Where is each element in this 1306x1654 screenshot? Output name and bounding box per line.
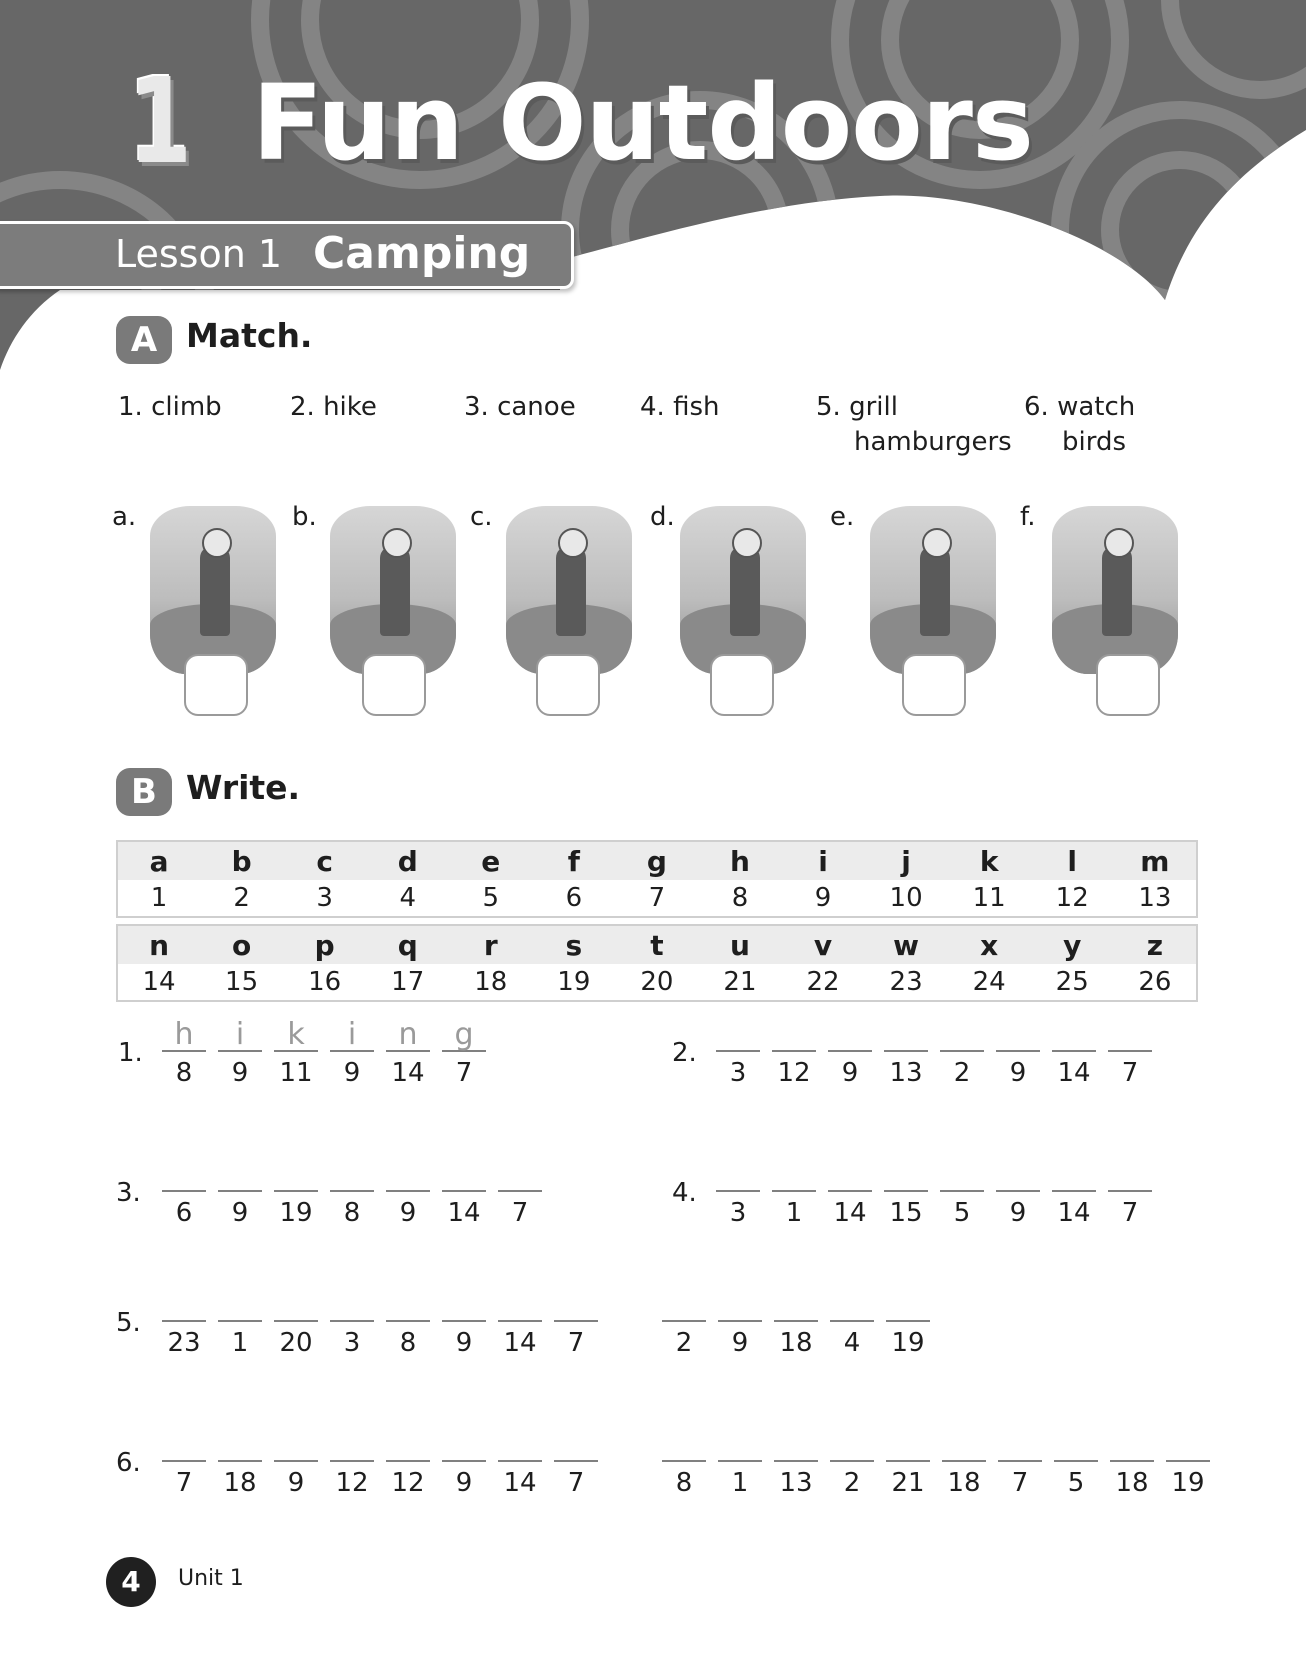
question-number: 6.	[116, 1448, 141, 1478]
code-number: 13	[889, 1058, 923, 1088]
example-letter: h	[174, 1017, 194, 1052]
code-number: 21	[891, 1468, 925, 1498]
question-number: 2.	[672, 1038, 697, 1068]
vocab-item-1: 1. climb	[118, 392, 222, 422]
code-number: 14	[833, 1198, 867, 1228]
code-table-n-z: n o p q r s t u v w x y z 14 15 16 17 18 19 20 21 22 23 24 25 26	[116, 924, 1198, 1002]
code-number: 3	[729, 1198, 747, 1228]
letter-blank[interactable]	[1052, 1010, 1096, 1052]
code-number: 12	[777, 1058, 811, 1088]
code-number: 9	[1009, 1058, 1027, 1088]
code-number: 7	[567, 1328, 585, 1358]
code-number: 7	[1121, 1058, 1139, 1088]
letter-blank[interactable]	[442, 1280, 486, 1322]
code-number: 8	[175, 1058, 193, 1088]
letter-blank[interactable]	[886, 1420, 930, 1462]
code-number: 9	[231, 1198, 249, 1228]
code-number: 9	[731, 1328, 749, 1358]
code-number: 20	[279, 1328, 313, 1358]
code-number: 12	[391, 1468, 425, 1498]
example-letter: n	[398, 1017, 418, 1052]
unit-number: 1	[128, 52, 189, 190]
letter-blank[interactable]	[828, 1150, 872, 1192]
picture-letter-a: a.	[112, 502, 137, 532]
picture-canoeing	[870, 506, 996, 674]
letter-blank[interactable]	[1110, 1420, 1154, 1462]
picture-letter-d: d.	[650, 502, 675, 532]
unit-label: Unit 1	[178, 1566, 244, 1591]
question-number: 4.	[672, 1178, 697, 1208]
letter-blank[interactable]	[716, 1150, 760, 1192]
letter-blank[interactable]	[386, 1420, 430, 1462]
code-number: 9	[287, 1468, 305, 1498]
letter-blank[interactable]	[218, 1010, 262, 1052]
code-number: 23	[167, 1328, 201, 1358]
vocab-item-2: 2. hike	[290, 392, 377, 422]
letter-blank[interactable]	[218, 1420, 262, 1462]
answer-blanks	[162, 1420, 598, 1462]
example-letter: k	[287, 1017, 305, 1052]
code-numbers	[662, 1468, 1210, 1498]
letter-blank[interactable]	[996, 1150, 1040, 1192]
code-number: 9	[455, 1468, 473, 1498]
answer-blanks	[716, 1010, 1152, 1052]
vocab-item-6: 6. watch birds	[1024, 392, 1136, 457]
letter-blank[interactable]	[774, 1420, 818, 1462]
code-number: 3	[343, 1328, 361, 1358]
letter-blank[interactable]	[996, 1010, 1040, 1052]
picture-climbing	[1052, 506, 1178, 674]
code-number: 14	[1057, 1058, 1091, 1088]
letter-blank[interactable]	[998, 1420, 1042, 1462]
picture-hiking	[506, 506, 632, 674]
code-number: 18	[779, 1328, 813, 1358]
letter-blank[interactable]	[330, 1280, 374, 1322]
code-number: 2	[675, 1328, 693, 1358]
letter-blank[interactable]	[828, 1010, 872, 1052]
letter-blank[interactable]	[1054, 1420, 1098, 1462]
code-number: 7	[1121, 1198, 1139, 1228]
vocab-item-5: 5. grill hamburgers	[816, 392, 1012, 457]
code-number: 4	[843, 1328, 861, 1358]
example-letter: g	[454, 1017, 474, 1052]
code-number: 9	[231, 1058, 249, 1088]
letter-blank[interactable]	[1108, 1150, 1152, 1192]
lesson-bar	[0, 221, 574, 289]
code-numbers	[162, 1198, 542, 1228]
letter-blank[interactable]	[386, 1010, 430, 1052]
letter-blank[interactable]	[330, 1150, 374, 1192]
letter-blank[interactable]	[162, 1010, 206, 1052]
code-number: 14	[503, 1468, 537, 1498]
section-b-badge: B	[116, 768, 172, 816]
section-a-title: Match.	[186, 316, 313, 355]
code-number: 8	[399, 1328, 417, 1358]
answer-blanks	[662, 1280, 930, 1322]
code-number: 7	[455, 1058, 473, 1088]
letter-blank[interactable]	[1166, 1420, 1210, 1462]
code-numbers	[162, 1058, 486, 1088]
letter-blank[interactable]	[772, 1150, 816, 1192]
letter-blank[interactable]	[554, 1420, 598, 1462]
letter-blank[interactable]	[162, 1280, 206, 1322]
letter-blank[interactable]	[884, 1150, 928, 1192]
page-number: 4	[106, 1557, 156, 1607]
letter-blank[interactable]	[772, 1010, 816, 1052]
answer-blanks	[162, 1150, 542, 1192]
letter-blank[interactable]	[274, 1280, 318, 1322]
code-number: 7	[175, 1468, 193, 1498]
letter-blank[interactable]	[442, 1420, 486, 1462]
letter-blank[interactable]	[886, 1280, 930, 1322]
letter-blank[interactable]	[330, 1420, 374, 1462]
answer-blanks	[162, 1010, 486, 1052]
code-number: 9	[841, 1058, 859, 1088]
letter-blank[interactable]	[330, 1010, 374, 1052]
code-table-a-m: a b c d e f g h i j k l m 1 2 3 4 5 6 7 8 9 10 11 12 13	[116, 840, 1198, 918]
answer-blanks	[162, 1280, 598, 1322]
code-number: 14	[391, 1058, 425, 1088]
letter-blank[interactable]	[774, 1280, 818, 1322]
code-number: 5	[1067, 1468, 1085, 1498]
code-numbers	[716, 1198, 1152, 1228]
code-number: 18	[1115, 1468, 1149, 1498]
letter-blank[interactable]	[274, 1420, 318, 1462]
code-number: 1	[731, 1468, 749, 1498]
code-number: 14	[447, 1198, 481, 1228]
letter-blank[interactable]	[162, 1420, 206, 1462]
code-numbers	[162, 1328, 598, 1358]
letter-blank[interactable]	[162, 1150, 206, 1192]
code-number: 9	[399, 1198, 417, 1228]
code-number: 8	[343, 1198, 361, 1228]
code-number: 18	[947, 1468, 981, 1498]
question-number: 5.	[116, 1308, 141, 1338]
answer-box-b[interactable]	[362, 654, 426, 716]
letter-blank[interactable]	[940, 1010, 984, 1052]
code-number: 15	[889, 1198, 923, 1228]
code-number: 7	[567, 1468, 585, 1498]
letter-blank[interactable]	[718, 1420, 762, 1462]
letter-blank[interactable]	[498, 1150, 542, 1192]
code-number: 19	[891, 1328, 925, 1358]
letter-blank[interactable]	[662, 1280, 706, 1322]
letter-blank[interactable]	[884, 1010, 928, 1052]
unit-title: Fun Outdoors	[252, 62, 1033, 184]
code-number: 2	[843, 1468, 861, 1498]
code-number: 12	[335, 1468, 369, 1498]
code-number: 19	[279, 1198, 313, 1228]
code-number: 9	[455, 1328, 473, 1358]
vocab-item-4: 4. fish	[640, 392, 720, 422]
letter-blank[interactable]	[498, 1420, 542, 1462]
letter-blank[interactable]	[274, 1010, 318, 1052]
code-number: 9	[1009, 1198, 1027, 1228]
example-letter: i	[347, 1017, 357, 1052]
question-number: 1.	[118, 1038, 143, 1068]
code-number: 11	[279, 1058, 313, 1088]
code-number: 2	[953, 1058, 971, 1088]
code-number: 9	[343, 1058, 361, 1088]
code-number: 1	[231, 1328, 249, 1358]
code-number: 3	[729, 1058, 747, 1088]
letter-blank[interactable]	[442, 1010, 486, 1052]
vocab-item-3: 3. canoe	[464, 392, 576, 422]
section-b-title: Write.	[186, 768, 301, 807]
lesson-label: Lesson 1	[115, 232, 283, 276]
letter-blank[interactable]	[716, 1010, 760, 1052]
code-number: 5	[953, 1198, 971, 1228]
answer-box-e[interactable]	[902, 654, 966, 716]
letter-blank[interactable]	[498, 1280, 542, 1322]
code-number: 1	[785, 1198, 803, 1228]
letter-blank[interactable]	[386, 1280, 430, 1322]
picture-letter-f: f.	[1020, 502, 1036, 532]
example-letter: i	[235, 1017, 245, 1052]
question-number: 3.	[116, 1178, 141, 1208]
letter-blank[interactable]	[830, 1280, 874, 1322]
code-number: 13	[779, 1468, 813, 1498]
picture-letter-c: c.	[470, 502, 493, 532]
answer-blanks	[662, 1420, 1210, 1462]
answer-box-d[interactable]	[710, 654, 774, 716]
answer-box-c[interactable]	[536, 654, 600, 716]
answer-box-a[interactable]	[184, 654, 248, 716]
picture-bird-watching	[680, 506, 806, 674]
letter-blank[interactable]	[1052, 1150, 1096, 1192]
letter-blank[interactable]	[942, 1420, 986, 1462]
code-numbers	[662, 1328, 930, 1358]
lesson-title: Camping	[313, 228, 531, 279]
picture-grilling	[330, 506, 456, 674]
picture-letter-e: e.	[830, 502, 855, 532]
answer-box-f[interactable]	[1096, 654, 1160, 716]
code-number: 18	[223, 1468, 257, 1498]
letter-blank[interactable]	[218, 1150, 262, 1192]
letter-blank[interactable]	[1108, 1010, 1152, 1052]
letter-blank[interactable]	[274, 1150, 318, 1192]
section-a-badge: A	[116, 316, 172, 364]
answer-blanks	[716, 1150, 1152, 1192]
code-numbers	[162, 1468, 598, 1498]
code-number: 14	[1057, 1198, 1091, 1228]
letter-blank[interactable]	[554, 1280, 598, 1322]
letter-blank[interactable]	[830, 1420, 874, 1462]
code-number: 6	[175, 1198, 193, 1228]
code-number: 19	[1171, 1468, 1205, 1498]
code-number: 14	[503, 1328, 537, 1358]
letter-blank[interactable]	[442, 1150, 486, 1192]
code-number: 8	[675, 1468, 693, 1498]
letter-blank[interactable]	[940, 1150, 984, 1192]
code-numbers	[716, 1058, 1152, 1088]
letter-blank[interactable]	[218, 1280, 262, 1322]
letter-blank[interactable]	[386, 1150, 430, 1192]
letter-blank[interactable]	[718, 1280, 762, 1322]
code-number: 7	[1011, 1468, 1029, 1498]
code-number: 7	[511, 1198, 529, 1228]
letter-blank[interactable]	[662, 1420, 706, 1462]
picture-fishing	[150, 506, 276, 674]
picture-letter-b: b.	[292, 502, 317, 532]
